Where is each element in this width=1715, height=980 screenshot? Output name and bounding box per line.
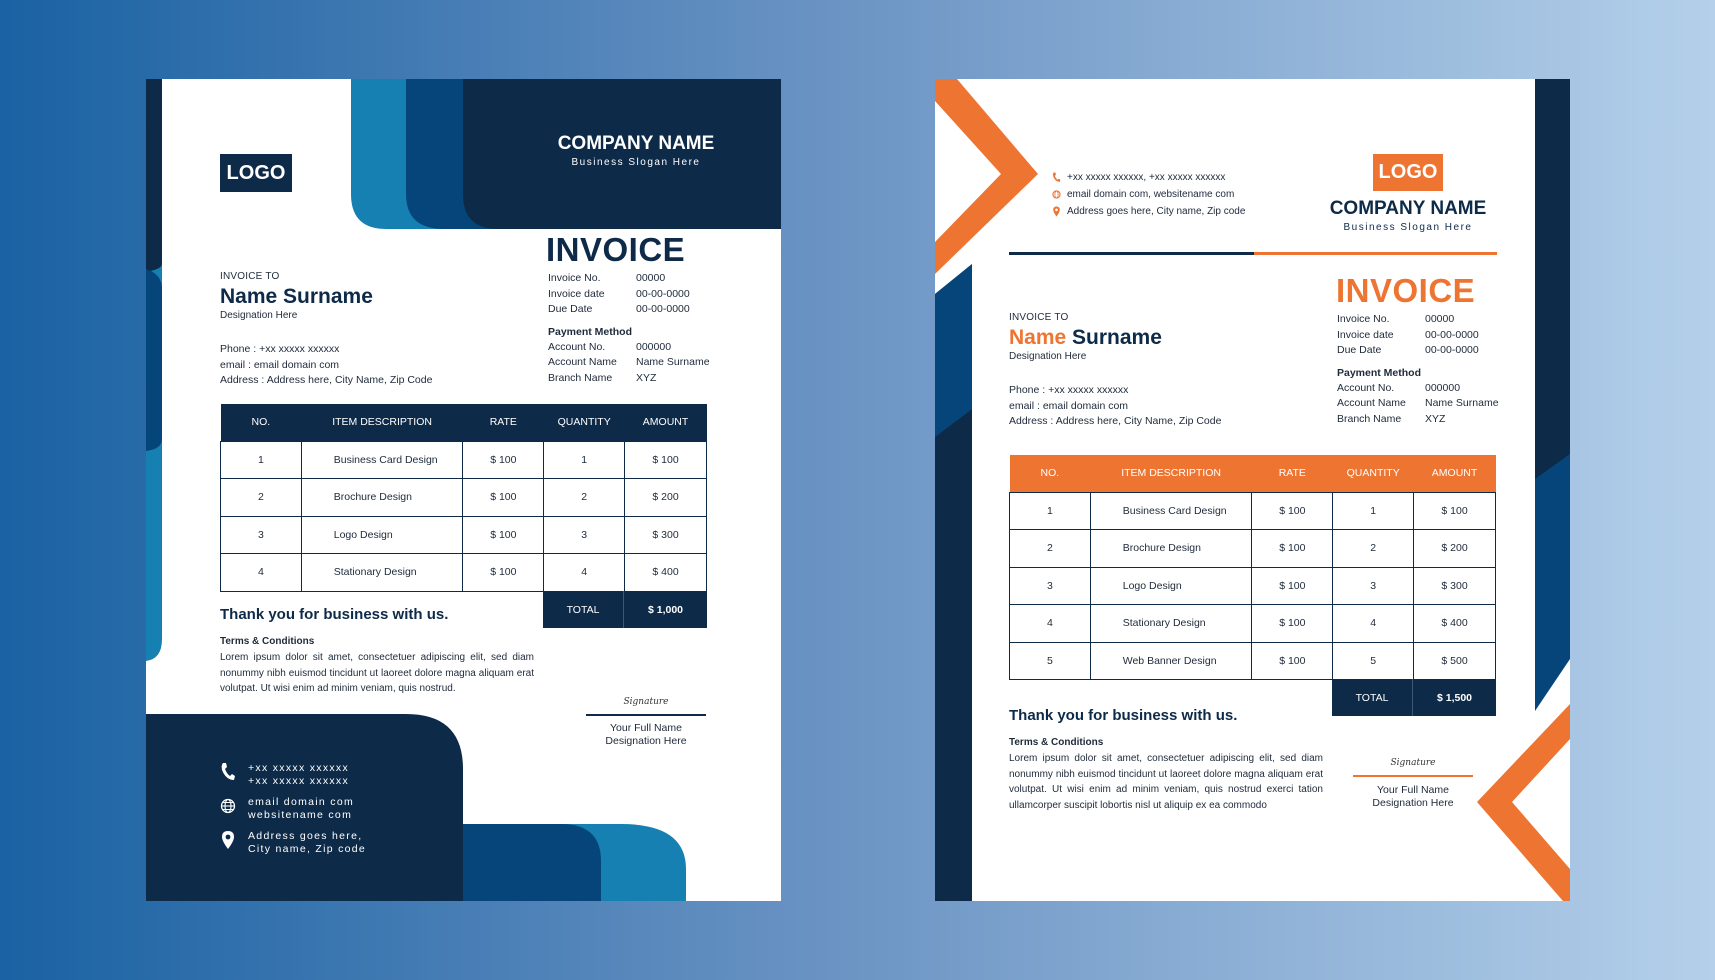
table-cell: 4: [221, 554, 302, 592]
text: 00-00-0000: [636, 303, 690, 315]
table-cell: $ 100: [1252, 530, 1333, 568]
contact-phone: [1052, 169, 1245, 186]
table-cell: 2: [1333, 530, 1414, 568]
client-email: email : email domain com: [220, 358, 340, 371]
text: 00000: [1425, 313, 1455, 325]
table-cell: $ 100: [625, 441, 707, 479]
total-value: $ 1,500: [1436, 691, 1473, 704]
text: Address goes here, City name, Zip code: [1067, 206, 1246, 217]
table-row: [221, 554, 707, 592]
location-pin-icon: [1052, 206, 1061, 217]
company-name: COMPANY NAME: [1329, 198, 1487, 219]
text: Due Date: [1337, 344, 1382, 356]
table-cell: Logo Design: [1090, 567, 1252, 605]
table-cell: $ 400: [1414, 605, 1496, 643]
company-slogan: Business Slogan Here: [1343, 222, 1473, 233]
footer-email: [220, 796, 366, 821]
table-cell: $ 500: [1414, 642, 1496, 680]
client-email: email : email domain com: [1009, 399, 1129, 412]
column-header: NO.: [1040, 467, 1060, 480]
client-address: Address : Address here, City Name, Zip Code: [220, 374, 433, 386]
table-row: [1010, 605, 1496, 643]
text: Invoice date: [1337, 328, 1394, 341]
text: +xx xxxxx xxxxxx: [248, 774, 350, 787]
footer-phone: [220, 762, 366, 787]
total-box: [1332, 679, 1496, 716]
text: 000000: [636, 340, 672, 353]
signature: Signature: [623, 697, 669, 707]
table-cell: $ 100: [1252, 642, 1333, 680]
detail-row: [548, 271, 710, 287]
text: Branch Name: [548, 371, 613, 384]
table-cell: Stationary Design: [301, 554, 463, 592]
detail-row: [548, 287, 710, 303]
location-pin-icon: [220, 830, 236, 850]
table-cell: 2: [544, 479, 625, 517]
phone-icon: [1052, 172, 1061, 183]
table-cell: Brochure Design: [1090, 530, 1252, 568]
text: Address goes here,: [248, 830, 363, 842]
text: Branch Name: [1337, 412, 1402, 425]
company-name: COMPANY NAME: [557, 133, 715, 154]
invoice-to-label: INVOICE TO: [1009, 312, 1069, 323]
invoice-to-label: INVOICE TO: [220, 271, 280, 282]
table-cell: $ 300: [625, 516, 707, 554]
table-row: [1010, 567, 1496, 605]
table-cell: Business Card Design: [301, 441, 463, 479]
client-phone: Phone : +xx xxxxx xxxxxx: [220, 343, 340, 355]
column-header: AMOUNT: [1431, 467, 1478, 480]
globe-icon: [1052, 189, 1061, 200]
column-header: RATE: [489, 416, 517, 429]
table-row: [221, 516, 707, 554]
column-header: QUANTITY: [557, 416, 611, 429]
header-contacts: [1052, 169, 1245, 220]
text: Account No.: [548, 340, 606, 353]
table-cell: 3: [544, 516, 625, 554]
table-cell: Business Card Design: [1090, 492, 1252, 530]
phone-icon: [220, 762, 236, 782]
payment-method-label: Payment Method: [548, 325, 633, 338]
globe-icon: [220, 796, 236, 816]
table-cell: 2: [1010, 530, 1091, 568]
total-label: TOTAL: [543, 591, 624, 628]
payment-row: [1337, 381, 1499, 397]
table-cell: 3: [221, 516, 302, 554]
signature-line: [1353, 775, 1473, 777]
client-designation: Designation Here: [1009, 351, 1087, 362]
signature-line: [586, 714, 706, 716]
column-header: ITEM DESCRIPTION: [332, 416, 432, 429]
terms-text: Lorem ipsum dolor sit amet, consectetuer adipiscing elit, sed diam nonummy nibh euismod tincidunt ut laoreet dolore magna aliquam erat volutpat. Ut wisi enim ad minim veniam, quis nostrud.: [220, 652, 534, 694]
table-cell: $ 300: [1414, 567, 1496, 605]
signer-designation: Designation Here: [1372, 797, 1454, 809]
text: Name Surname: [1425, 397, 1499, 409]
table-cell: 2: [221, 479, 302, 517]
table-cell: $ 100: [1252, 567, 1333, 605]
client-address: Address : Address here, City Name, Zip Code: [1009, 415, 1222, 427]
text: email domain com, websitename com: [1067, 189, 1235, 200]
logo-box: LOGO: [1373, 154, 1443, 191]
table-cell: $ 100: [1252, 605, 1333, 643]
text: Invoice date: [548, 287, 605, 300]
table-cell: 4: [1010, 605, 1091, 643]
client-first-name: Name: [1009, 326, 1067, 349]
terms-text: Lorem ipsum dolor sit amet, consectetuer adipiscing elit, sed diam nonummy nibh euismod tincidunt ut laoreet dolore magna aliquam erat volutpat. Ut wisi enim ad minim veniam, quis nostrud exerci tation ullamcorper suscipit lobortis nisl ut aliquip ex ea commodo: [1009, 753, 1323, 811]
text: Due Date: [548, 303, 593, 315]
total-value: $ 1,000: [647, 603, 684, 616]
table-header-row: [221, 404, 707, 441]
terms-title: Terms & Conditions: [220, 636, 315, 647]
invoice-page-orange: [935, 79, 1570, 901]
detail-row: [1337, 312, 1499, 328]
client-last-name: Surname: [1072, 326, 1162, 349]
text: Name Surname: [636, 356, 710, 368]
text: Invoice No.: [548, 272, 601, 284]
table-cell: Stationary Design: [1090, 605, 1252, 643]
table-cell: $ 100: [463, 554, 544, 592]
text: email domain com: [248, 796, 354, 808]
text: +xx xxxxx xxxxxx: [248, 762, 350, 774]
text: websitename com: [248, 808, 353, 821]
text: Account Name: [548, 356, 617, 368]
payment-row: [1337, 396, 1499, 412]
thanks-message: Thank you for business with us.: [1009, 707, 1238, 724]
table-cell: 3: [1333, 567, 1414, 605]
column-header: NO.: [251, 416, 271, 429]
items-table: [220, 404, 707, 592]
logo-box: LOGO: [220, 154, 292, 192]
signer-name: Your Full Name: [610, 722, 682, 734]
payment-row: [548, 371, 710, 387]
text: Account Name: [1337, 397, 1406, 409]
table-cell: $ 100: [1252, 492, 1333, 530]
table-cell: $ 100: [1414, 492, 1496, 530]
invoice-title: INVOICE: [546, 231, 686, 268]
text: 00000: [636, 272, 666, 284]
text: [248, 830, 366, 855]
text: 00-00-0000: [1425, 344, 1479, 356]
company-slogan: Business Slogan Here: [571, 157, 701, 168]
table-cell: 4: [544, 554, 625, 592]
table-cell: 4: [1333, 605, 1414, 643]
text: XYZ: [1425, 412, 1446, 425]
text: [248, 796, 354, 821]
table-cell: Web Banner Design: [1090, 642, 1252, 680]
payment-row: [548, 340, 710, 356]
client-designation: Designation Here: [220, 310, 298, 321]
footer-contacts: [220, 762, 366, 855]
table-cell: $ 100: [463, 441, 544, 479]
text: +xx xxxxx xxxxxx, +xx xxxxx xxxxxx: [1067, 172, 1226, 183]
table-row: [221, 479, 707, 517]
text: Invoice No.: [1337, 313, 1390, 325]
table-row: [1010, 642, 1496, 680]
invoice-page-blue: [146, 79, 781, 901]
text: 00-00-0000: [1425, 328, 1479, 341]
client-name: Name Surname: [220, 285, 373, 308]
thanks-message: Thank you for business with us.: [220, 606, 449, 623]
signer-name: Your Full Name: [1377, 784, 1449, 796]
text: 000000: [1425, 381, 1461, 394]
client-phone: Phone : +xx xxxxx xxxxxx: [1009, 384, 1129, 396]
signer-designation: Designation Here: [605, 735, 687, 747]
invoice-details: [548, 271, 710, 386]
text: [248, 762, 349, 787]
table-cell: 1: [1333, 492, 1414, 530]
text: City name, Zip code: [248, 842, 367, 855]
contact-email: [1052, 186, 1245, 203]
table-cell: 1: [221, 441, 302, 479]
invoice-details: [1337, 312, 1499, 427]
table-row: [221, 441, 707, 479]
total-label: TOTAL: [1332, 679, 1413, 716]
table-cell: 1: [1010, 492, 1091, 530]
items-table: [1009, 455, 1496, 680]
table-cell: $ 200: [1414, 530, 1496, 568]
payment-method-label: Payment Method: [1337, 366, 1422, 379]
detail-row: [1337, 328, 1499, 344]
table-cell: 5: [1333, 642, 1414, 680]
contact-address: [1052, 203, 1245, 220]
terms-title: Terms & Conditions: [1009, 737, 1104, 748]
column-header: RATE: [1278, 467, 1306, 480]
detail-row: [548, 302, 710, 318]
table-cell: $ 400: [625, 554, 707, 592]
column-header: ITEM DESCRIPTION: [1121, 467, 1221, 480]
invoice-title: INVOICE: [1336, 272, 1476, 309]
payment-row: [1337, 412, 1499, 428]
table-cell: $ 100: [463, 516, 544, 554]
signature: Signature: [1390, 758, 1436, 768]
column-header: AMOUNT: [642, 416, 689, 429]
table-row: [1010, 530, 1496, 568]
column-header: QUANTITY: [1346, 467, 1400, 480]
table-cell: $ 200: [625, 479, 707, 517]
footer-address: [220, 830, 366, 855]
table-cell: 3: [1010, 567, 1091, 605]
text: Account No.: [1337, 381, 1395, 394]
table-row: [1010, 492, 1496, 530]
table-header-row: [1010, 455, 1496, 492]
payment-row: [548, 355, 710, 371]
text: XYZ: [636, 371, 657, 384]
total-box: [543, 591, 707, 628]
detail-row: [1337, 343, 1499, 359]
table-cell: 5: [1010, 642, 1091, 680]
client-name: [1009, 326, 1221, 350]
table-cell: 1: [544, 441, 625, 479]
text: 00-00-0000: [636, 287, 690, 300]
table-cell: Brochure Design: [301, 479, 463, 517]
table-cell: Logo Design: [301, 516, 463, 554]
table-cell: $ 100: [463, 479, 544, 517]
